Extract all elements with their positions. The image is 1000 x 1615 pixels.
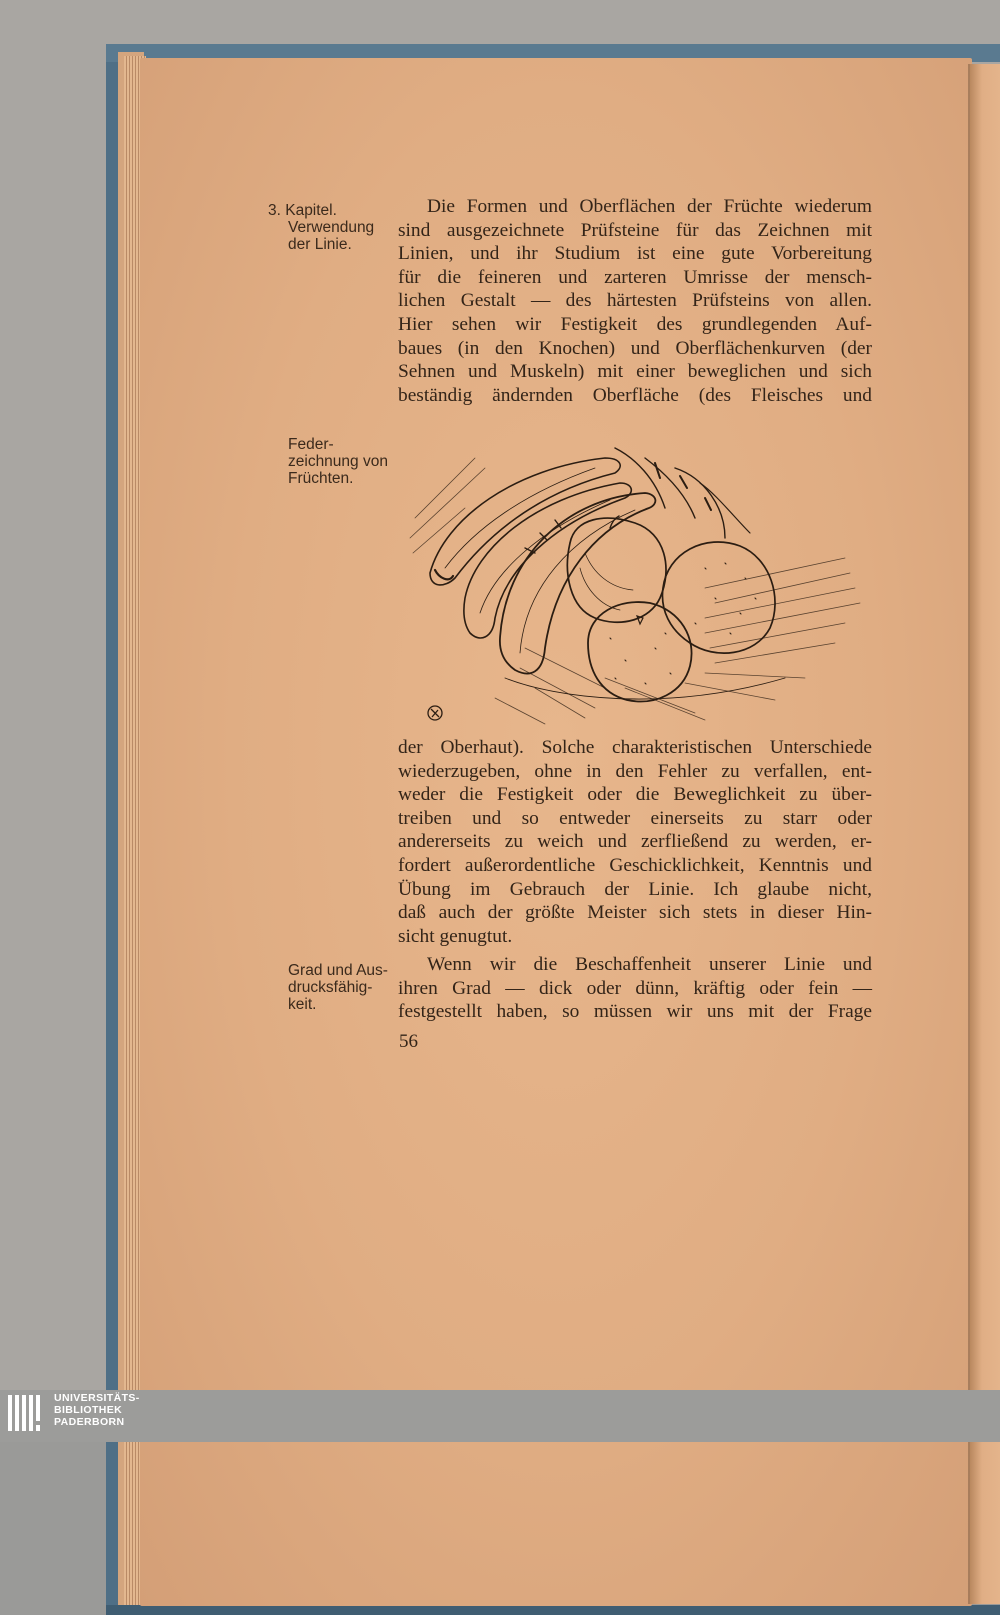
text-line: ihren Grad — dick oder dünn, kräftig oder fein — (398, 977, 872, 999)
text-line: der Oberhaut). Solche charakteristischen Unterschiede (398, 737, 872, 758)
logo-line: BIBLIOTHEK (54, 1404, 123, 1416)
text-line: festgestellt haben, so müssen wir uns mit der Frage (398, 1001, 872, 1023)
text-line: Wenn wir die Beschaffenheit unserer Linie und (427, 954, 872, 975)
facing-page-edge (970, 64, 1000, 1604)
text-line: Sehnen und Muskeln) mit einer beweglichen und sich (398, 361, 872, 383)
paragraph-1 (398, 195, 872, 407)
text-line: fordert außerordentliche Geschicklichkeit, Kenntnis und (398, 854, 872, 876)
text-line: Hier sehen wir Festigkeit des grundlegenden Auf- (398, 313, 872, 335)
logo-line: UNIVERSITÄTS- (54, 1392, 140, 1404)
text-line: daß auch der größte Meister sich stets in dieser Hin- (398, 902, 872, 924)
paragraph-3 (398, 953, 872, 1024)
margin-note-line: zeichnung von (288, 453, 388, 470)
text-line: Linien, und ihr Studium ist eine gute Vorbereitung (398, 243, 872, 265)
text-line: sind ausgezeichnete Prüfsteine für das Zeichnen mit (398, 219, 872, 241)
text-line: Die Formen und Oberflächen der Früchte wiederum (427, 196, 872, 217)
text-line: beständig ändernden Oberfläche (des Fleisches und (398, 384, 872, 406)
text-line: für die feineren und zarteren Umrisse der mensch- (398, 266, 872, 288)
margin-note-line: Grad und Aus- (288, 962, 388, 979)
margin-note-line: keit. (288, 996, 317, 1013)
text-line: treiben und so entweder einerseits zu starr oder (398, 807, 872, 829)
margin-note-figure (288, 436, 388, 487)
margin-note-section (288, 962, 388, 1013)
page-number: 56 (399, 1031, 418, 1052)
margin-note-line: der Linie. (288, 236, 352, 253)
margin-note-line: Verwendung (288, 219, 375, 236)
margin-note-line: drucksfähig- (288, 979, 373, 996)
margin-note-line: 3. Kapitel. (268, 202, 337, 219)
fruit-pen-drawing (405, 438, 870, 728)
library-logo-icon (6, 1393, 48, 1433)
text-line: lichen Gestalt — des härtesten Prüfsteins von allen. (398, 290, 872, 312)
text-line: andererseits zu weich und zerfließend zu werden, er- (398, 831, 872, 853)
paragraph-2 (398, 736, 872, 948)
text-line: Übung im Gebrauch der Linie. Ich glaube nicht, (398, 878, 872, 900)
margin-note-line: Feder- (288, 436, 334, 453)
text-line: wiederzugeben, ohne in den Fehler zu verfallen, ent- (398, 760, 872, 782)
book-cover-bottom (106, 1605, 1000, 1615)
text-line: sicht genugtut. (398, 925, 513, 947)
text-line: baues (in den Knochen) und Oberflächenkurven (der (398, 337, 872, 359)
margin-note-line: Früchten. (288, 470, 354, 487)
logo-line: PADERBORN (54, 1416, 125, 1428)
margin-note-chapter (268, 202, 374, 253)
library-logo-text (54, 1392, 140, 1428)
footer-bar (0, 1390, 1000, 1442)
gutter-shadow (968, 64, 970, 1604)
text-line: weder die Festigkeit oder die Beweglichkeit zu über- (398, 784, 872, 806)
monogram-icon (428, 706, 442, 720)
